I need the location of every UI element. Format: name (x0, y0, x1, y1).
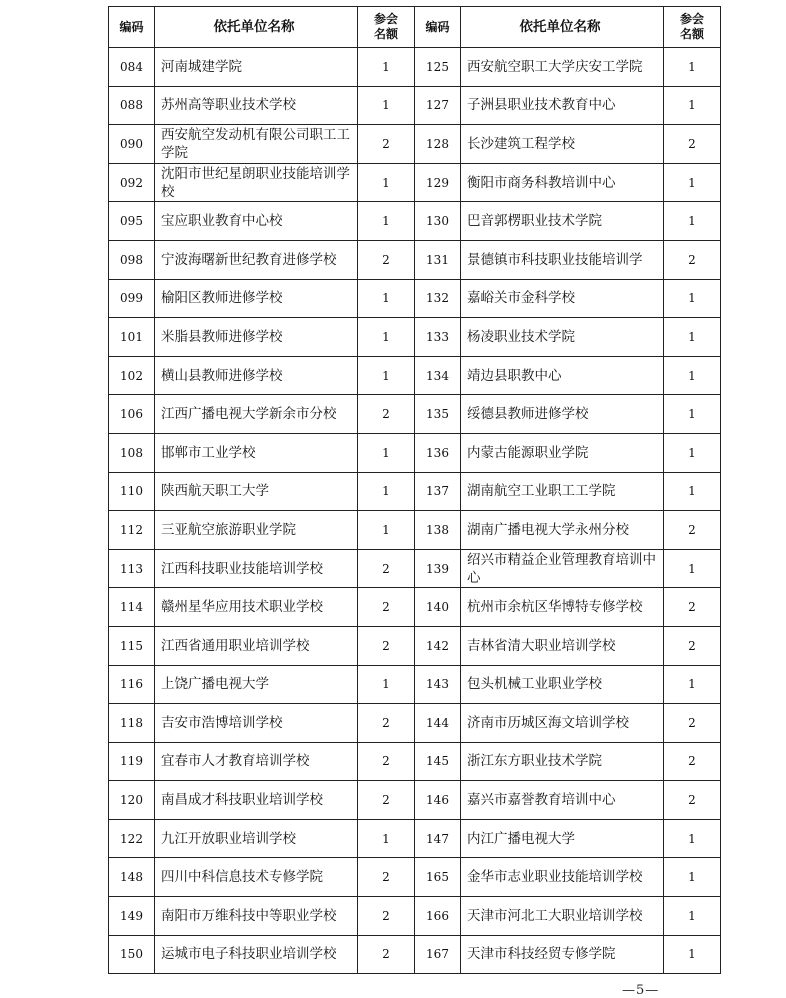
right-name-cell: 杨凌职业技术学院 (461, 318, 664, 357)
right-name-cell: 金华市志业职业技能培训学校 (461, 858, 664, 897)
left-name-cell: 运城市电子科技职业培训学校 (155, 935, 358, 974)
right-name-cell: 杭州市余杭区华博特专修学校 (461, 588, 664, 627)
right-count-cell: 1 (664, 48, 721, 87)
left-name-cell: 沈阳市世纪星朗职业技能培训学校 (155, 163, 358, 202)
right-count-cell: 2 (664, 240, 721, 279)
right-code-cell: 125 (415, 48, 461, 87)
left-code-cell: 088 (109, 86, 155, 125)
right-count-cell: 1 (664, 395, 721, 434)
table-row (109, 395, 721, 434)
right-code-cell: 134 (415, 356, 461, 395)
left-code-cell: 148 (109, 858, 155, 897)
header-count-line1: 参会 (679, 12, 704, 26)
left-count-cell: 1 (358, 472, 415, 511)
left-count-cell: 1 (358, 433, 415, 472)
right-count-cell: 1 (664, 202, 721, 241)
left-count-cell: 2 (358, 897, 415, 936)
left-count-cell: 2 (358, 935, 415, 974)
right-code-cell: 137 (415, 472, 461, 511)
left-name-cell: 三亚航空旅游职业学院 (155, 511, 358, 550)
roster-table (108, 6, 721, 974)
header-code-left: 编码 (109, 7, 155, 48)
right-count-cell: 1 (664, 163, 721, 202)
right-count-cell: 1 (664, 935, 721, 974)
left-count-cell: 2 (358, 858, 415, 897)
right-count-cell: 1 (664, 549, 721, 588)
right-count-cell: 1 (664, 433, 721, 472)
left-count-cell: 1 (358, 163, 415, 202)
right-code-cell: 146 (415, 781, 461, 820)
right-count-cell: 1 (664, 472, 721, 511)
left-code-cell: 084 (109, 48, 155, 87)
right-code-cell: 133 (415, 318, 461, 357)
left-count-cell: 1 (358, 202, 415, 241)
right-code-cell: 142 (415, 626, 461, 665)
right-code-cell: 138 (415, 511, 461, 550)
left-code-cell: 122 (109, 819, 155, 858)
right-count-cell: 2 (664, 626, 721, 665)
left-name-cell: 上饶广播电视大学 (155, 665, 358, 704)
right-count-cell: 1 (664, 819, 721, 858)
left-count-cell: 1 (358, 318, 415, 357)
right-code-cell: 140 (415, 588, 461, 627)
table-row (109, 897, 721, 936)
right-name-cell: 嘉峪关市金科学校 (461, 279, 664, 318)
left-code-cell: 118 (109, 704, 155, 743)
left-code-cell: 110 (109, 472, 155, 511)
table-row (109, 626, 721, 665)
table-row (109, 588, 721, 627)
right-name-cell: 天津市科技经贸专修学院 (461, 935, 664, 974)
left-name-cell: 西安航空发动机有限公司职工工学院 (155, 125, 358, 164)
left-count-cell: 2 (358, 395, 415, 434)
right-name-cell: 嘉兴市嘉誉教育培训中心 (461, 781, 664, 820)
right-code-cell: 128 (415, 125, 461, 164)
left-count-cell: 2 (358, 588, 415, 627)
table-row (109, 819, 721, 858)
right-count-cell: 2 (664, 125, 721, 164)
right-code-cell: 147 (415, 819, 461, 858)
right-code-cell: 145 (415, 742, 461, 781)
table-row (109, 704, 721, 743)
table-header (109, 7, 721, 48)
left-count-cell: 1 (358, 279, 415, 318)
table-row (109, 511, 721, 550)
right-name-cell: 长沙建筑工程学校 (461, 125, 664, 164)
right-count-cell: 1 (664, 279, 721, 318)
table-row (109, 86, 721, 125)
table-row (109, 742, 721, 781)
left-name-cell: 宁波海曙新世纪教育进修学校 (155, 240, 358, 279)
left-name-cell: 南阳市万维科技中等职业学校 (155, 897, 358, 936)
left-code-cell: 101 (109, 318, 155, 357)
left-name-cell: 南昌成才科技职业培训学校 (155, 781, 358, 820)
left-name-cell: 陕西航天职工大学 (155, 472, 358, 511)
left-code-cell: 112 (109, 511, 155, 550)
right-code-cell: 144 (415, 704, 461, 743)
left-count-cell: 2 (358, 240, 415, 279)
left-code-cell: 106 (109, 395, 155, 434)
header-count-line2: 名额 (679, 27, 704, 41)
right-name-cell: 济南市历城区海文培训学校 (461, 704, 664, 743)
left-name-cell: 米脂县教师进修学校 (155, 318, 358, 357)
table-row (109, 125, 721, 164)
table-body (109, 48, 721, 974)
header-name-left: 依托单位名称 (155, 7, 358, 48)
right-name-cell: 包头机械工业职业学校 (461, 665, 664, 704)
left-code-cell: 090 (109, 125, 155, 164)
right-count-cell: 2 (664, 704, 721, 743)
left-name-cell: 宝应职业教育中心校 (155, 202, 358, 241)
left-code-cell: 150 (109, 935, 155, 974)
right-count-cell: 2 (664, 588, 721, 627)
right-name-cell: 绥德县教师进修学校 (461, 395, 664, 434)
right-name-cell: 绍兴市精益企业管理教育培训中心 (461, 549, 664, 588)
right-name-cell: 子洲县职业技术教育中心 (461, 86, 664, 125)
left-name-cell: 江西省通用职业培训学校 (155, 626, 358, 665)
right-count-cell: 1 (664, 86, 721, 125)
left-count-cell: 1 (358, 86, 415, 125)
right-name-cell: 湖南航空工业职工工学院 (461, 472, 664, 511)
right-code-cell: 143 (415, 665, 461, 704)
right-code-cell: 131 (415, 240, 461, 279)
table-row (109, 433, 721, 472)
header-code-right: 编码 (415, 7, 461, 48)
table-row (109, 318, 721, 357)
table-row (109, 240, 721, 279)
left-count-cell: 2 (358, 125, 415, 164)
left-code-cell: 120 (109, 781, 155, 820)
left-count-cell: 1 (358, 356, 415, 395)
left-code-cell: 092 (109, 163, 155, 202)
table-row (109, 48, 721, 87)
table-row (109, 935, 721, 974)
table-row (109, 279, 721, 318)
right-name-cell: 巴音郭楞职业技术学院 (461, 202, 664, 241)
right-code-cell: 136 (415, 433, 461, 472)
left-code-cell: 098 (109, 240, 155, 279)
right-name-cell: 西安航空职工大学庆安工学院 (461, 48, 664, 87)
header-count-left (358, 7, 415, 48)
left-name-cell: 江西广播电视大学新余市分校 (155, 395, 358, 434)
right-count-cell: 1 (664, 858, 721, 897)
left-count-cell: 1 (358, 511, 415, 550)
right-code-cell: 130 (415, 202, 461, 241)
left-name-cell: 四川中科信息技术专修学院 (155, 858, 358, 897)
left-name-cell: 河南城建学院 (155, 48, 358, 87)
left-code-cell: 113 (109, 549, 155, 588)
header-count-line1: 参会 (373, 12, 398, 26)
left-code-cell: 149 (109, 897, 155, 936)
right-name-cell: 天津市河北工大职业培训学校 (461, 897, 664, 936)
right-count-cell: 1 (664, 356, 721, 395)
left-name-cell: 邯郸市工业学校 (155, 433, 358, 472)
right-code-cell: 167 (415, 935, 461, 974)
right-code-cell: 139 (415, 549, 461, 588)
left-code-cell: 095 (109, 202, 155, 241)
table-row (109, 549, 721, 588)
left-name-cell: 吉安市浩博培训学校 (155, 704, 358, 743)
left-count-cell: 2 (358, 626, 415, 665)
left-code-cell: 116 (109, 665, 155, 704)
left-code-cell: 115 (109, 626, 155, 665)
left-count-cell: 2 (358, 549, 415, 588)
right-name-cell: 内蒙古能源职业学院 (461, 433, 664, 472)
right-name-cell: 浙江东方职业技术学院 (461, 742, 664, 781)
header-row (109, 7, 721, 48)
right-code-cell: 132 (415, 279, 461, 318)
left-count-cell: 1 (358, 819, 415, 858)
right-count-cell: 1 (664, 665, 721, 704)
right-count-cell: 2 (664, 781, 721, 820)
right-count-cell: 2 (664, 511, 721, 550)
left-count-cell: 1 (358, 665, 415, 704)
right-name-cell: 衡阳市商务科教培训中心 (461, 163, 664, 202)
left-name-cell: 赣州星华应用技术职业学校 (155, 588, 358, 627)
right-code-cell: 129 (415, 163, 461, 202)
right-name-cell: 吉林省清大职业培训学校 (461, 626, 664, 665)
left-name-cell: 九江开放职业培训学校 (155, 819, 358, 858)
right-name-cell: 景德镇市科技职业技能培训学 (461, 240, 664, 279)
table-row (109, 202, 721, 241)
right-code-cell: 166 (415, 897, 461, 936)
table-row (109, 356, 721, 395)
left-count-cell: 2 (358, 781, 415, 820)
header-name-right: 依托单位名称 (461, 7, 664, 48)
page-number: —5— (622, 983, 660, 998)
table-row (109, 163, 721, 202)
header-count-line2: 名额 (373, 27, 398, 41)
left-name-cell: 榆阳区教师进修学校 (155, 279, 358, 318)
left-code-cell: 102 (109, 356, 155, 395)
table-row (109, 781, 721, 820)
left-code-cell: 099 (109, 279, 155, 318)
left-name-cell: 横山县教师进修学校 (155, 356, 358, 395)
right-count-cell: 2 (664, 742, 721, 781)
left-code-cell: 108 (109, 433, 155, 472)
left-name-cell: 江西科技职业技能培训学校 (155, 549, 358, 588)
left-count-cell: 2 (358, 742, 415, 781)
right-name-cell: 内江广播电视大学 (461, 819, 664, 858)
header-count-right (664, 7, 721, 48)
right-code-cell: 127 (415, 86, 461, 125)
right-count-cell: 1 (664, 897, 721, 936)
left-count-cell: 2 (358, 704, 415, 743)
right-name-cell: 靖边县职教中心 (461, 356, 664, 395)
right-count-cell: 1 (664, 318, 721, 357)
right-code-cell: 165 (415, 858, 461, 897)
table-row (109, 472, 721, 511)
table-row (109, 665, 721, 704)
table-row (109, 858, 721, 897)
left-name-cell: 宜春市人才教育培训学校 (155, 742, 358, 781)
left-code-cell: 114 (109, 588, 155, 627)
left-name-cell: 苏州高等职业技术学校 (155, 86, 358, 125)
right-name-cell: 湖南广播电视大学永州分校 (461, 511, 664, 550)
left-count-cell: 1 (358, 48, 415, 87)
left-code-cell: 119 (109, 742, 155, 781)
right-code-cell: 135 (415, 395, 461, 434)
